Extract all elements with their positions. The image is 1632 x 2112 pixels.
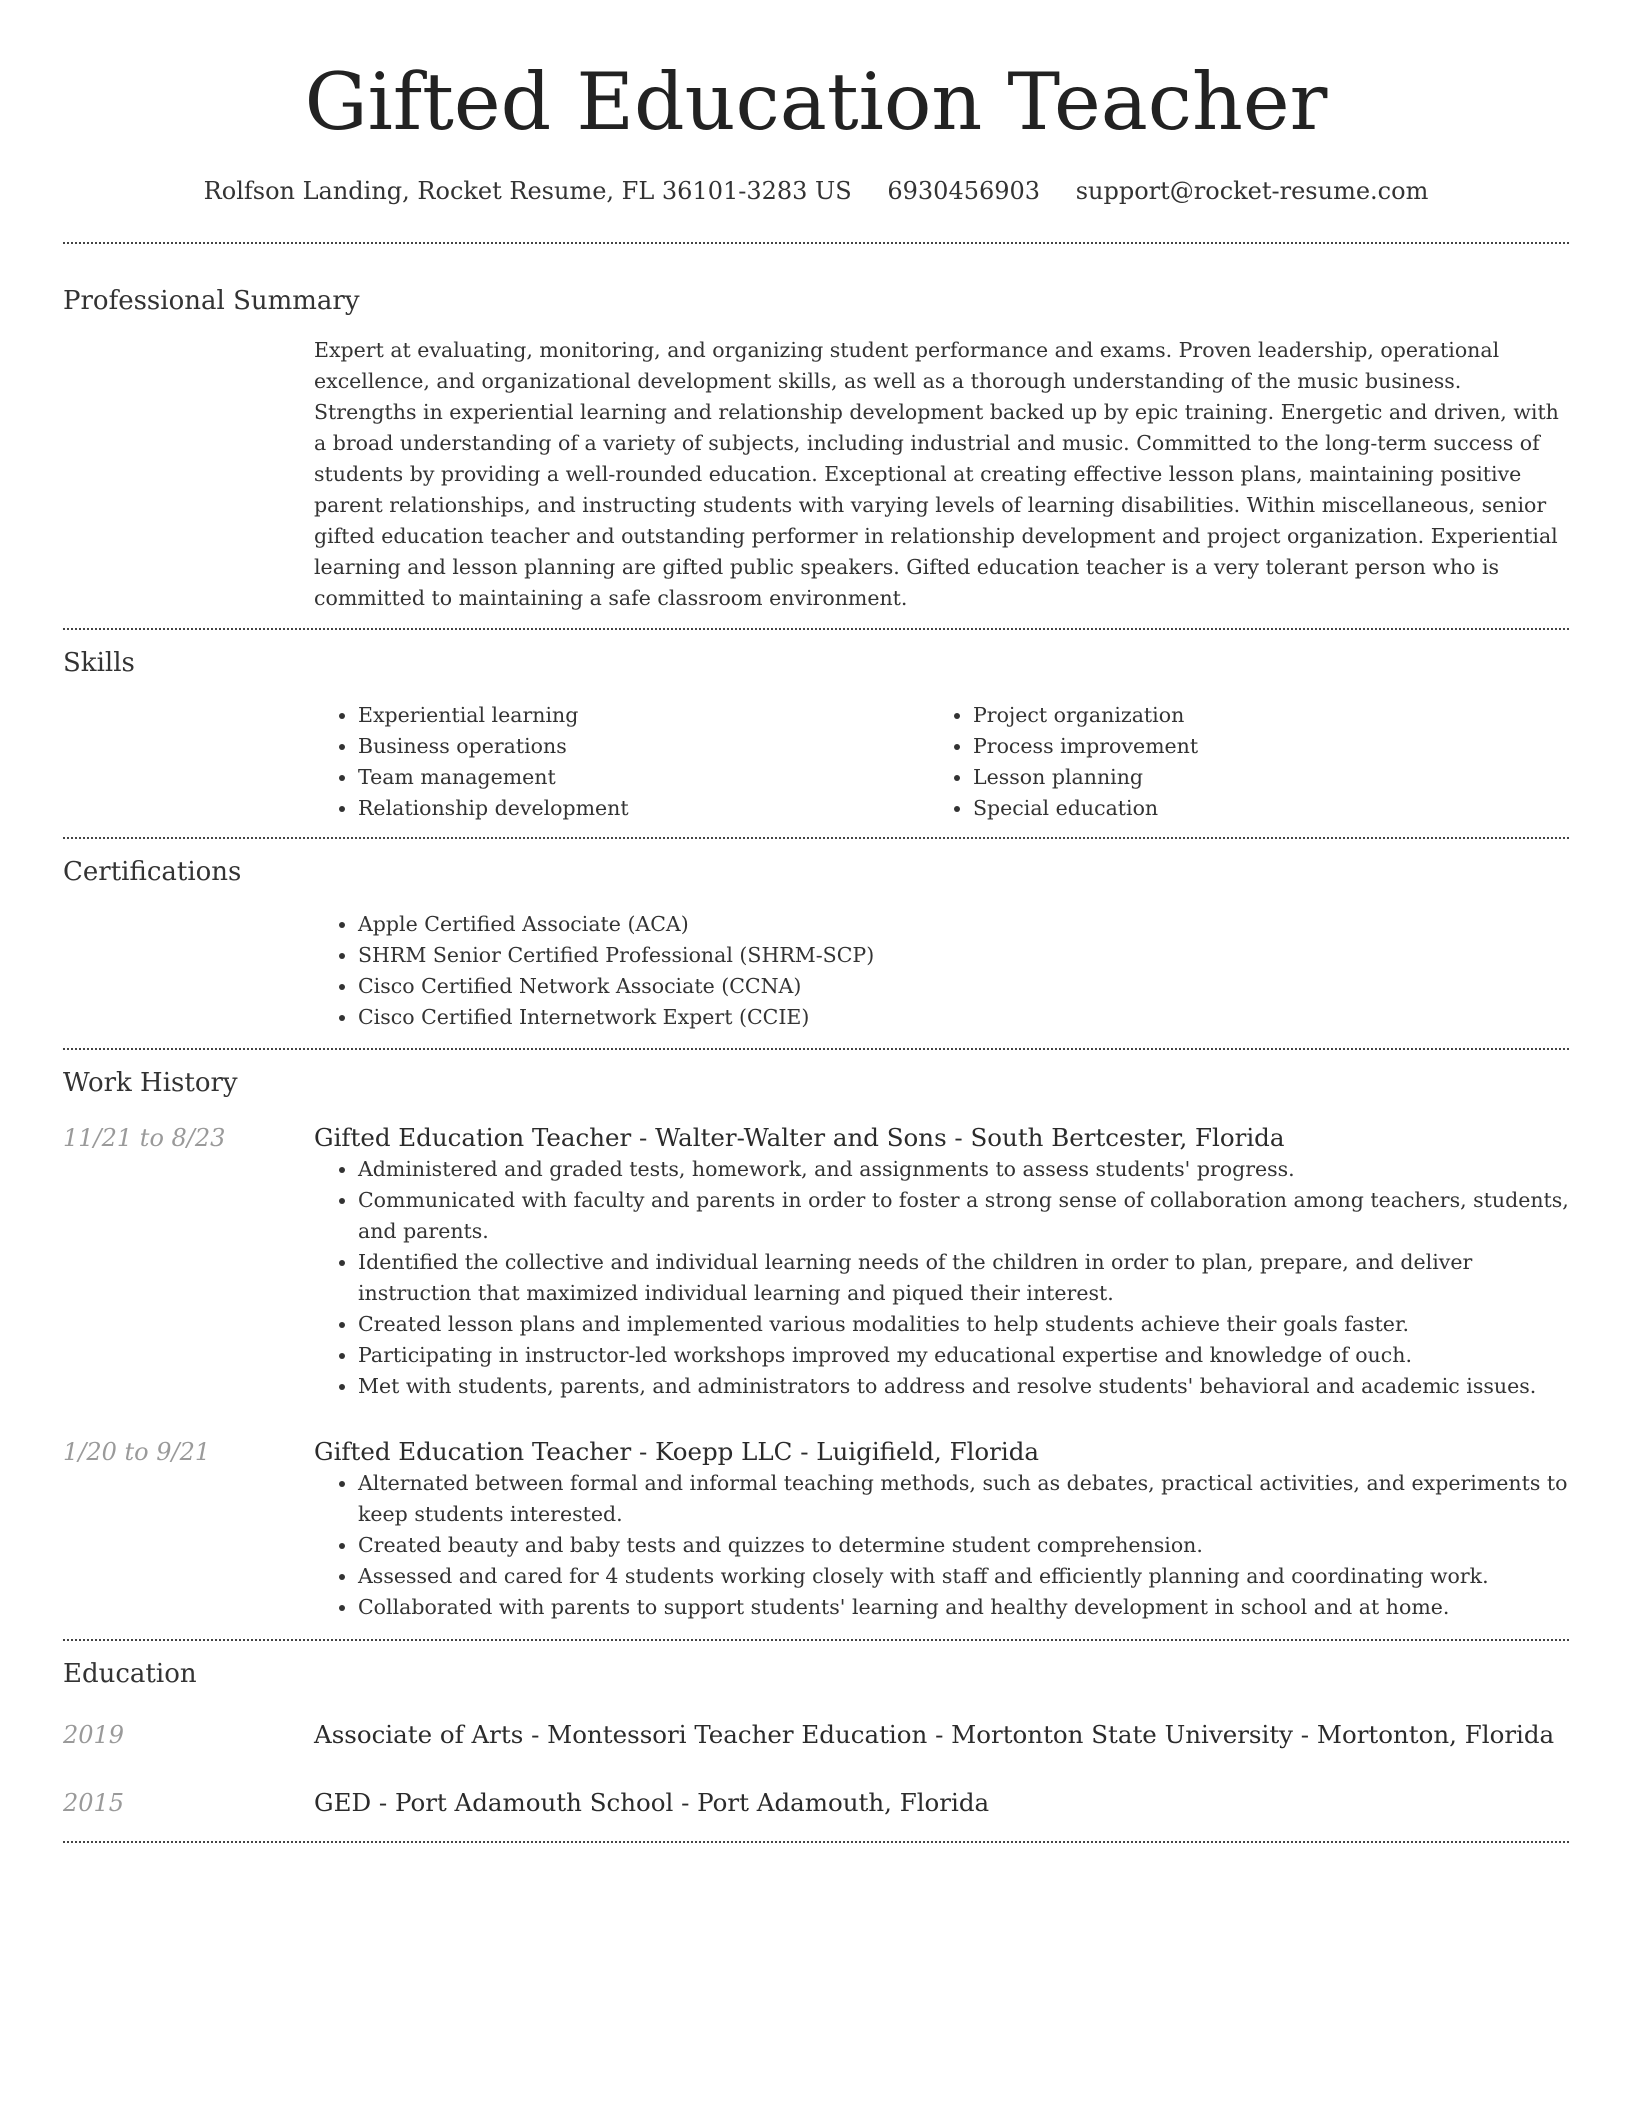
skill-item: • Lesson planning xyxy=(973,762,1544,793)
education-year: 2019 xyxy=(63,1721,125,1749)
job-bullet: • Assessed and cared for 4 students working closely with staff and efficiently planning and coordinating work. xyxy=(358,1561,1569,1592)
contact-line xyxy=(63,176,1569,206)
section-title-education: Education xyxy=(63,1659,197,1689)
job-dates: 11/21 to 8/23 xyxy=(63,1124,226,1152)
education-text: GED - Port Adamouth School - Port Adamouth, Florida xyxy=(314,1788,990,1817)
job-bullet: • Alternated between formal and informal teaching methods, such as debates, practical activities, and experiments to keep students interested. xyxy=(358,1468,1569,1530)
skill-item: • Process improvement xyxy=(973,731,1544,762)
candidate-name: Gifted Education Teacher xyxy=(304,56,1328,148)
job-bullet: • Created lesson plans and implemented various modalities to help students achieve their goals faster. xyxy=(358,1309,1569,1340)
certification-item: • Apple Certified Associate (ACA) xyxy=(358,909,1569,940)
job-bullet: • Participating in instructor-led workshops improved my educational expertise and knowledge of ouch. xyxy=(358,1340,1569,1371)
skill-item: • Project organization xyxy=(973,700,1544,731)
job-dates: 1/20 to 9/21 xyxy=(63,1438,211,1466)
certification-item: • SHRM Senior Certified Professional (SHRM-SCP) xyxy=(358,940,1569,971)
job-heading: Gifted Education Teacher - Walter-Walter and Sons - South Bertcester, Florida xyxy=(314,1123,1285,1152)
education-section xyxy=(63,1641,1569,1841)
section-title-certifications: Certifications xyxy=(63,857,242,887)
summary-section xyxy=(63,244,1569,614)
skill-item: • Experiential learning xyxy=(358,700,929,731)
skill-item: • Special education xyxy=(973,793,1544,824)
job-bullets xyxy=(314,1468,1569,1623)
certifications-section xyxy=(63,839,1569,1033)
section-title-skills: Skills xyxy=(63,648,135,678)
job-bullets xyxy=(314,1154,1569,1402)
job-heading: Gifted Education Teacher - Koepp LLC - Luigifield, Florida xyxy=(314,1437,1040,1466)
summary-text: Expert at evaluating, monitoring, and organizing student performance and exams. Proven leadership, operational excellence, and organizational development skills, as well as a thorough understanding of the music business. Strengths in experiential learning and relationship development backed up by epic training. Energetic and driven, with a broad understanding of a variety of subjects, including industrial and music. Committed to the long-term success of students by providing a well-rounded education. Exceptional at creating effective lesson plans, maintaining positive parent relationships, and instructing students with varying levels of learning disabilities. Within miscellaneous, senior gifted education teacher and outstanding performer in relationship development and project organization. Experiential learning and lesson planning are gifted public speakers. Gifted education teacher is a very tolerant person who is committed to maintaining a safe classroom environment. xyxy=(314,338,1559,610)
job-bullet: • Collaborated with parents to support students' learning and healthy development in school and at home. xyxy=(358,1592,1569,1623)
divider xyxy=(63,1841,1569,1843)
skill-item: • Relationship development xyxy=(358,793,929,824)
skills-section xyxy=(63,630,1569,824)
contact-address: Rolfson Landing, Rocket Resume, FL 36101-3283 US xyxy=(203,177,852,205)
contact-email: support@rocket-resume.com xyxy=(1075,177,1429,205)
job-bullet: • Met with students, parents, and administrators to address and resolve students' behavioral and academic issues. xyxy=(358,1371,1569,1402)
education-entry xyxy=(63,1787,1569,1819)
job-bullet: • Administered and graded tests, homework, and assignments to assess students' progress. xyxy=(358,1154,1569,1185)
education-year: 2015 xyxy=(63,1789,125,1817)
certification-item: • Cisco Certified Network Associate (CCNA) xyxy=(358,971,1569,1002)
job-body xyxy=(314,1436,1569,1623)
job-bullet: • Communicated with faculty and parents in order to foster a strong sense of collaboration among teachers, students, and parents. xyxy=(358,1185,1569,1247)
section-title-summary: Professional Summary xyxy=(63,286,360,316)
section-title-work-history: Work History xyxy=(63,1068,238,1098)
job-bullet: • Identified the collective and individual learning needs of the children in order to plan, prepare, and deliver instruction that maximized individual learning and piqued their interest. xyxy=(358,1247,1569,1309)
job-body xyxy=(314,1122,1569,1402)
skill-item: • Business operations xyxy=(358,731,929,762)
job-bullet: • Created beauty and baby tests and quizzes to determine student comprehension. xyxy=(358,1530,1569,1561)
certifications-list xyxy=(314,909,1569,1033)
skills-column-right xyxy=(929,700,1544,824)
job-entry xyxy=(63,1436,1569,1623)
job-entry xyxy=(63,1122,1569,1402)
education-entry xyxy=(63,1719,1569,1751)
work-history-section xyxy=(63,1050,1569,1639)
education-text: Associate of Arts - Montessori Teacher Education - Mortonton State University - Mortonton, Florida xyxy=(314,1720,1555,1749)
skills-grid xyxy=(314,700,1569,824)
skill-item: • Team management xyxy=(358,762,929,793)
contact-phone: 6930456903 xyxy=(887,177,1041,205)
skills-column-left xyxy=(314,700,929,824)
certification-item: • Cisco Certified Internetwork Expert (CCIE) xyxy=(358,1002,1569,1033)
